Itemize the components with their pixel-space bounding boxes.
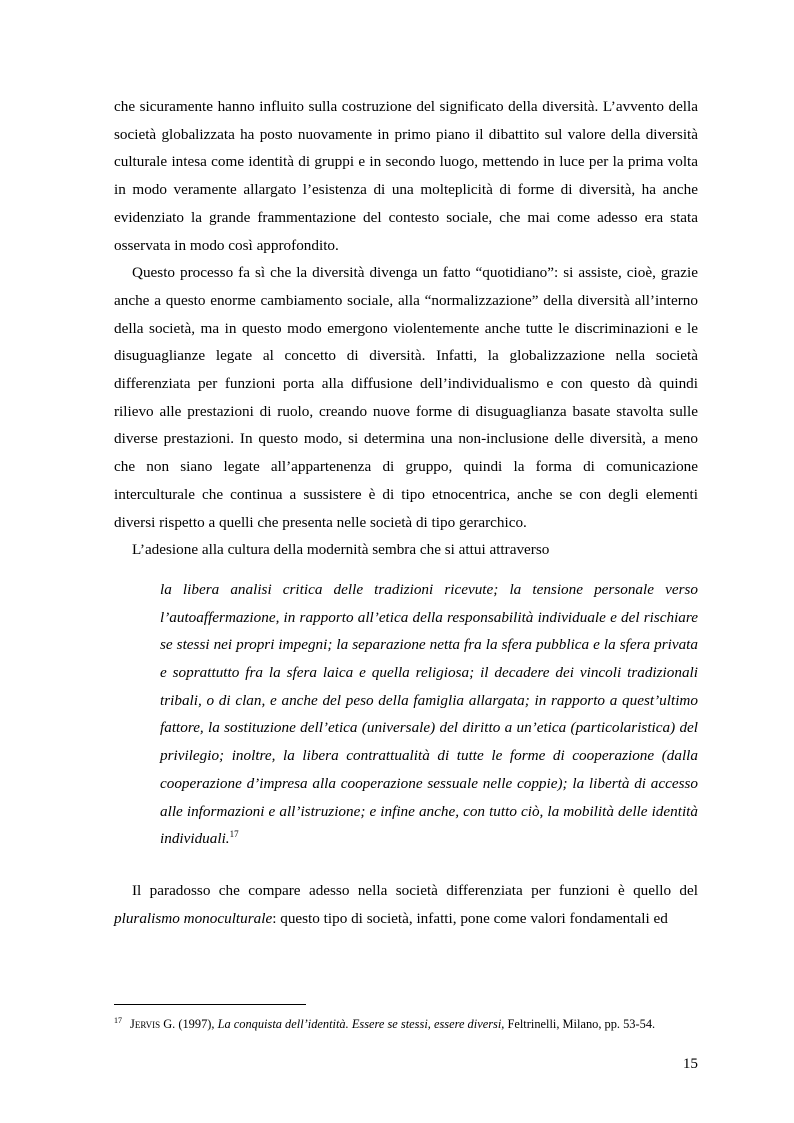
paragraph-3: L’adesione alla cultura della modernità sembra che si attui attraverso <box>132 541 550 559</box>
footnote-publisher: , Feltrinelli, Milano, pp. 53-54. <box>501 1017 656 1031</box>
paragraph-4-start: Il paradosso che compare adesso nella società differenziata per funzioni è quello del <box>132 881 698 899</box>
footnote-number: 17 <box>114 1016 122 1025</box>
footnote-title: La conquista dell’identità. Essere se stessi, essere diversi <box>217 1017 502 1031</box>
paragraph-1: che sicuramente hanno influito sulla costruzione del significato della diversità. L’avvento della società globalizzata ha posto nuovamente in primo piano il dibattito sul valore della diversità culturale intesa come identità di gruppi e in secondo luogo, mettendo in luce per la prima volta in modo veramente allargato l’esistenza di una molteplicità di forme di diversità, ha anche evidenziato la grande frammentazione del contesto sociale, che mai come adesso era stata osservata in modo così approfondito. <box>114 98 698 254</box>
block-quote <box>160 576 698 853</box>
footnote-author: Jervis <box>130 1017 161 1031</box>
footnote-author-rest: G. (1997), <box>160 1017 218 1031</box>
paragraph-4 <box>114 877 698 932</box>
paragraph-4-end: : questo tipo di società, infatti, pone come valori fondamentali ed <box>272 909 668 927</box>
quote-text: la libera analisi critica delle tradizioni ricevute; la tensione personale verso l’autoaffermazione, in rapporto all’etica della responsabilità individuale e del rischiare se stessi nei propri impegni; la separazione netta fra la sfera pubblica e la sfera privata e soprattutto fra la sfera laica e quella religiosa; il decadere dei vincoli tradizionali tribali, o di clan, e anche del peso della famiglia allargata; in rapporto a quest’ultimo fattore, la sostituzione dell’etica (universale) del diritto a un’etica (particolaristica) del privilegio; inoltre, la libera contrattualità di tutte le forme di cooperazione (dalla cooperazione d’impresa alla cooperazione sessuale nelle coppie); la libertà di accesso alle informazioni e all’istruzione; e infine anche, con tutto ciò, la mobilità delle identità individuali. <box>160 580 698 848</box>
body-text <box>114 93 698 932</box>
footnote-divider <box>114 1004 306 1005</box>
footnote-reference[interactable]: 17 <box>229 829 239 840</box>
paragraph-4-italic: pluralismo monoculturale <box>114 909 273 927</box>
paragraph-2: Questo processo fa sì che la diversità divenga un fatto “quotidiano”: si assiste, cioè, grazie anche a questo enorme cambiamento sociale, alla “normalizzazione” della diversità all’interno della società, ma in questo modo emergono violentemente anche tutte le discriminazioni e le disuguaglianze legate al concetto di diversità. Infatti, la globalizzazione nella società differenziata per funzioni porta alla diffusione dell’individualismo e con questo dà quindi rilievo alle prestazioni di ruolo, creando nuove forme di disuguaglianza basate stavolta sulle diverse prestazioni. In questo modo, si determina una non-inclusione delle diversità, a meno che non siano legate all’appartenenza di gruppo, quindi la forma di comunicazione interculturale che continua a sussistere è di tipo etnocentrica, anche se con degli elementi diversi rispetto a quelli che presenta nelle società di tipo gerarchico. <box>114 264 698 531</box>
page-number: 15 <box>682 1055 698 1072</box>
footnote <box>114 1013 714 1032</box>
